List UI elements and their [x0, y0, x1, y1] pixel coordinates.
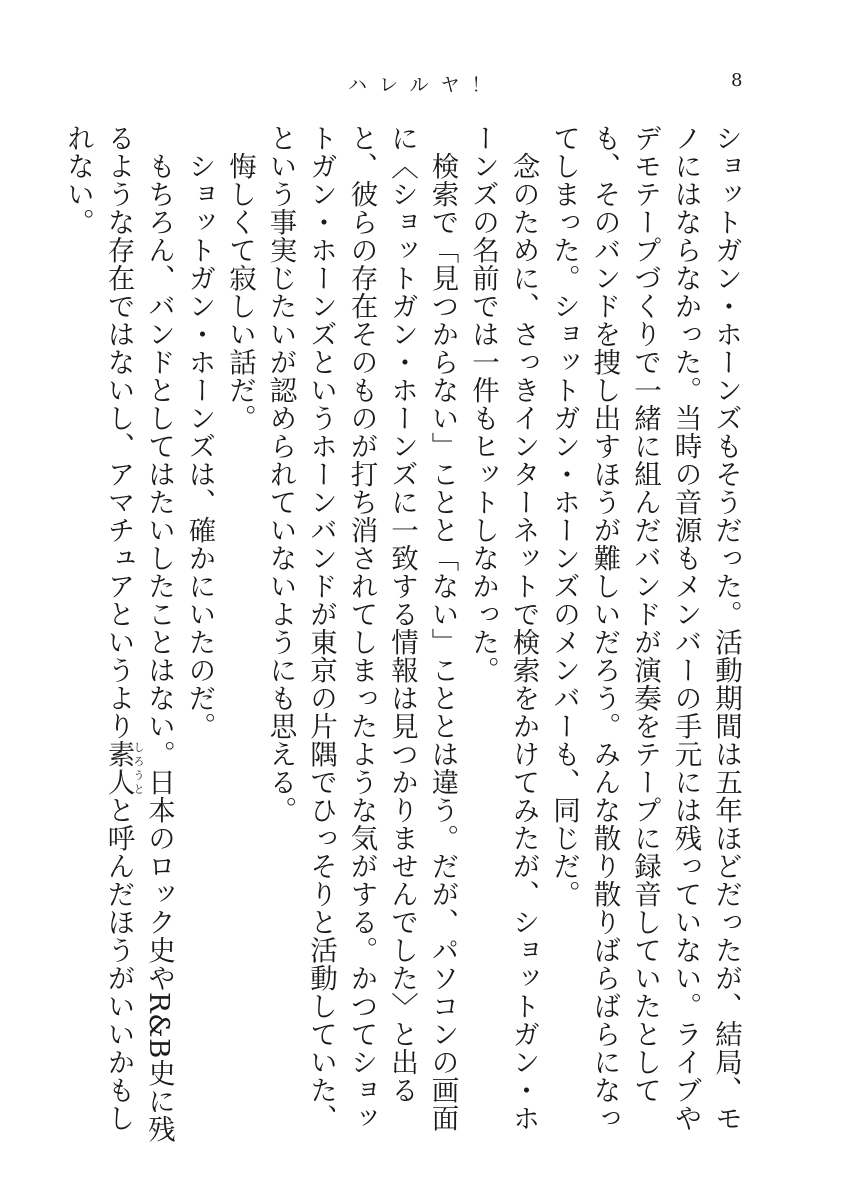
ruby-base: 素人: [102, 740, 135, 796]
paragraph: ショットガン・ホーンズは、確かにいたのだ。: [183, 151, 216, 740]
paragraph: 悔しくて寂しい話だ。: [224, 151, 256, 432]
ruby-annotation: [102, 740, 145, 796]
paragraph: 念のために、さっきインターネットで検索をかけてみたが、ショットガン・ホーンズの名前では一件もヒットしなかった。: [467, 124, 540, 1132]
paragraph: ショットガン・ホーンズもそうだった。活動期間は五年ほどだったが、結局、モノにはならなかった。当時の音源もメンバーの手元には残っていない。ライブやデモテープづくりで一緒に組んだバンドが演奏をテープに録音していたとしても、そのバンドを捜し出すほうが難しいだろう。みんな散り散りばらばらになってしまった。ショットガン・ホーンズのメンバーも、同じだ。: [548, 124, 742, 1132]
paragraph-text: もちろん、バンドとしてはたいしたことはない。日本のロック史やR&B史に残るような存在ではないし、アマチュアというより: [102, 124, 175, 1143]
body-text: [62, 124, 746, 1144]
page-number: 8: [731, 70, 743, 91]
ruby-reading: しろうと: [132, 740, 145, 796]
paragraph: 検索で「見つからない」ことと「ない」こととは違う。だが、パソコンの画面に〈ショットガン・ホーンズに一致する情報は見つかりませんでした〉と出ると、彼らの存在そのものが打ち消されてしまったような気がする。かつてショットガン・ホーンズというホーンバンドが東京の片隅でひっそりと活動していた、という事実じたいが認められていないようにも思える。: [264, 124, 459, 1132]
running-header: ハレルヤ！: [348, 74, 503, 96]
paragraph-text: と呼んだほうがいいかもしれない。: [62, 124, 135, 1132]
paragraph: [58, 124, 180, 1144]
